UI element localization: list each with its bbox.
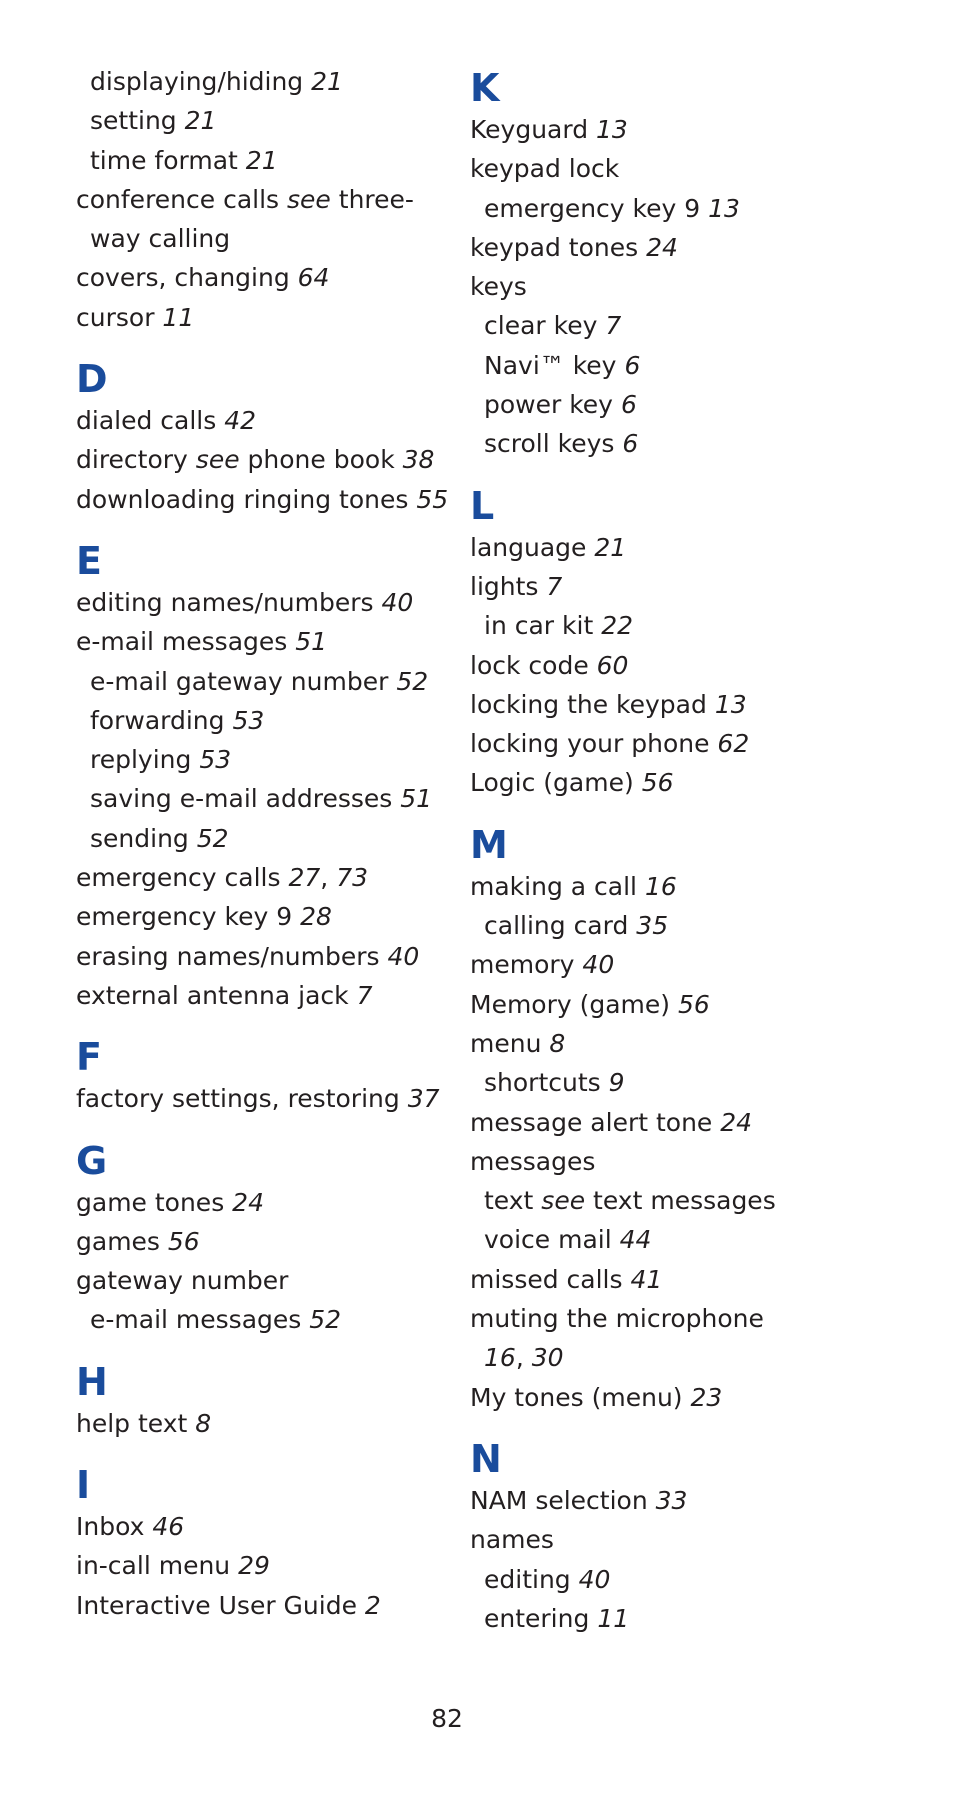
index-entry bbox=[470, 110, 870, 149]
index-page-reference: 6 bbox=[620, 390, 637, 420]
index-page-reference: 53 bbox=[232, 705, 265, 735]
index-entry bbox=[76, 180, 456, 219]
index-entry bbox=[470, 1481, 870, 1520]
index-entry bbox=[76, 740, 456, 779]
index-entry-term: menu bbox=[470, 1028, 542, 1058]
index-page-reference: 22 bbox=[601, 611, 634, 641]
index-page-reference: 33 bbox=[655, 1485, 688, 1515]
index-entry bbox=[470, 424, 870, 463]
index-entry-term: emergency key 9 bbox=[484, 193, 701, 223]
index-see-target: three- bbox=[338, 184, 414, 214]
index-entry-term: Inbox bbox=[76, 1512, 145, 1542]
index-entry-term: power key bbox=[484, 390, 613, 420]
index-page-reference: 40 bbox=[381, 587, 414, 617]
index-entry bbox=[76, 62, 456, 101]
index-page-reference: 35 bbox=[636, 911, 669, 941]
index-letter-heading-l: L bbox=[470, 483, 495, 528]
index-entry bbox=[470, 306, 870, 345]
index-letter-heading-g: G bbox=[76, 1138, 108, 1183]
index-entry-term: covers, changing bbox=[76, 263, 290, 293]
index-entry-term: time format bbox=[90, 145, 238, 175]
index-page-reference: 8 bbox=[195, 1408, 212, 1438]
index-page-reference: 52 bbox=[396, 666, 429, 696]
index-page-reference: 6 bbox=[622, 429, 639, 459]
index-see-target: text messages bbox=[593, 1186, 776, 1216]
index-entry-term: making a call bbox=[470, 871, 637, 901]
index-page-reference: 64 bbox=[297, 263, 330, 293]
index-entry-term: missed calls bbox=[470, 1264, 623, 1294]
index-entry-term: external antenna jack bbox=[76, 980, 349, 1010]
index-entry-term: factory settings, restoring bbox=[76, 1084, 400, 1114]
index-entry-term: NAM selection bbox=[470, 1485, 648, 1515]
index-entry bbox=[76, 1079, 456, 1118]
index-entry bbox=[76, 976, 456, 1015]
index-page-reference: 11 bbox=[162, 302, 195, 332]
index-entry bbox=[470, 189, 870, 228]
index-entry bbox=[470, 1260, 870, 1299]
index-page-reference: 6 bbox=[624, 350, 641, 380]
index-column-right bbox=[470, 62, 870, 1638]
index-see-reference: see bbox=[195, 445, 240, 475]
index-letter-heading-h: H bbox=[76, 1359, 108, 1404]
index-entry bbox=[470, 567, 870, 606]
index-page-reference: 23 bbox=[690, 1382, 723, 1412]
index-entry bbox=[470, 1378, 870, 1417]
index-entry-term: memory bbox=[470, 950, 575, 980]
index-letter-heading-m: M bbox=[470, 822, 508, 867]
index-page-reference: 24 bbox=[646, 232, 678, 262]
index-entry-term: Navi™ key bbox=[484, 350, 617, 380]
index-page-reference: 7 bbox=[356, 980, 373, 1010]
index-entry bbox=[470, 1560, 870, 1599]
index-entry bbox=[76, 622, 456, 661]
index-entry: emergency calls 27, 73 bbox=[76, 863, 369, 893]
index-entry bbox=[470, 985, 870, 1024]
index-entry-term: calling card bbox=[484, 911, 629, 941]
index-page-reference: 21 bbox=[245, 145, 278, 175]
index-page-reference: 60 bbox=[596, 650, 629, 680]
index-entry bbox=[470, 763, 870, 802]
index-entry-term: replying bbox=[90, 745, 192, 775]
index-entry-term: messages bbox=[470, 1146, 596, 1176]
index-entry-term: language bbox=[470, 532, 587, 562]
index-entry bbox=[470, 228, 870, 267]
index-entry-term: erasing names/numbers bbox=[76, 941, 380, 971]
index-entry-term: scroll keys bbox=[484, 429, 615, 459]
index-entry-term: e-mail messages bbox=[90, 1305, 302, 1335]
index-entry bbox=[76, 1183, 456, 1222]
index-see-reference: see bbox=[287, 184, 331, 214]
index-entry bbox=[470, 1181, 870, 1220]
index-page-reference: 2 bbox=[364, 1590, 381, 1620]
index-entry-term: text bbox=[484, 1186, 534, 1216]
index-entry-term: clear key bbox=[484, 311, 598, 341]
index-entry-term: in-call menu bbox=[76, 1551, 231, 1581]
index-entry bbox=[470, 1024, 870, 1063]
index-entry bbox=[470, 528, 870, 567]
index-entry bbox=[76, 101, 456, 140]
index-entry-term: help text bbox=[76, 1408, 188, 1438]
index-entry-term: keys bbox=[470, 272, 527, 302]
index-entry bbox=[76, 219, 456, 258]
index-page-reference: 38 bbox=[402, 445, 435, 475]
index-entry-term: directory bbox=[76, 445, 188, 475]
index-column-left bbox=[76, 62, 456, 1625]
index-page-reference: 16 bbox=[484, 1343, 516, 1373]
index-entry bbox=[76, 662, 456, 701]
index-entry bbox=[76, 1300, 456, 1339]
index-page-reference: 53 bbox=[199, 745, 232, 775]
index-entry-term: saving e-mail addresses bbox=[90, 784, 393, 814]
index-letter-heading-f: F bbox=[76, 1035, 102, 1080]
index-entry-term: lights bbox=[470, 571, 539, 601]
index-entry-term: keypad tones bbox=[470, 232, 639, 262]
index-page-reference: 52 bbox=[309, 1305, 342, 1335]
index-entry bbox=[76, 897, 456, 936]
index-entry-term: locking the keypad bbox=[470, 689, 707, 719]
index-entry bbox=[76, 401, 456, 440]
index-entry bbox=[76, 141, 456, 180]
index-entry bbox=[470, 945, 870, 984]
index-entry bbox=[76, 1586, 456, 1625]
index-entry bbox=[470, 685, 870, 724]
index-entry-term: games bbox=[76, 1226, 160, 1256]
index-entry-term: keypad lock bbox=[470, 154, 620, 184]
index-entry bbox=[76, 258, 456, 297]
index-page-reference: 21 bbox=[594, 532, 627, 562]
index-entry-term: forwarding bbox=[90, 705, 225, 735]
index-entry bbox=[76, 1546, 456, 1585]
index-entry-term: editing names/numbers bbox=[76, 587, 374, 617]
index-page-reference: 29 bbox=[238, 1551, 270, 1581]
index-page-reference: 11 bbox=[597, 1603, 630, 1633]
index-see-target: phone book bbox=[247, 445, 395, 475]
index-page-reference: 62 bbox=[717, 729, 750, 759]
index-entry-term: conference calls bbox=[76, 184, 280, 214]
index-page-reference: 73 bbox=[336, 863, 369, 893]
index-entry-term: voice mail bbox=[484, 1225, 612, 1255]
index-page-reference: 56 bbox=[678, 989, 710, 1019]
index-entry bbox=[76, 583, 456, 622]
index-entry bbox=[76, 779, 456, 818]
index-entry bbox=[470, 1220, 870, 1259]
index-page-reference: 37 bbox=[407, 1084, 440, 1114]
index-entry-term: names bbox=[470, 1525, 554, 1555]
index-page-reference: 8 bbox=[549, 1028, 566, 1058]
index-entry bbox=[76, 819, 456, 858]
index-entry bbox=[470, 1142, 870, 1181]
index-page-reference: 41 bbox=[630, 1264, 663, 1294]
index-entry bbox=[76, 701, 456, 740]
index-page-reference: 30 bbox=[531, 1343, 564, 1373]
index-entry bbox=[470, 1103, 870, 1142]
index-entry-term: cursor bbox=[76, 302, 155, 332]
index-entry-term: sending bbox=[90, 823, 189, 853]
index-page-reference: 56 bbox=[641, 768, 674, 798]
index-entry bbox=[76, 480, 456, 519]
index-page-reference: 16 bbox=[644, 871, 677, 901]
index-entry bbox=[470, 646, 870, 685]
index-page-reference: 52 bbox=[196, 823, 229, 853]
index-letter-heading-i: I bbox=[76, 1463, 91, 1508]
index-page-reference: 7 bbox=[546, 571, 563, 601]
index-entry-term: displaying/hiding bbox=[90, 67, 304, 96]
index-entry-term: setting bbox=[90, 106, 177, 136]
index-entry-term: Interactive User Guide bbox=[76, 1590, 357, 1620]
index-entry bbox=[470, 724, 870, 763]
index-entry bbox=[470, 606, 870, 645]
index-page-reference: 13 bbox=[596, 115, 628, 144]
index-entry bbox=[470, 267, 870, 306]
index-letter-heading-k: K bbox=[470, 66, 500, 110]
index-entry-term: e-mail gateway number bbox=[90, 666, 389, 696]
index-entry-term: locking your phone bbox=[470, 729, 710, 759]
index-page-reference: 9 bbox=[608, 1068, 625, 1098]
index-entry bbox=[470, 906, 870, 945]
index-page-reference: 56 bbox=[167, 1226, 200, 1256]
index-letter-heading-d: D bbox=[76, 357, 108, 402]
index-entry bbox=[76, 1404, 456, 1443]
index-entry-term: emergency calls bbox=[76, 863, 281, 893]
index-entry-term: way calling bbox=[90, 224, 231, 254]
index-page-reference: 13 bbox=[708, 193, 740, 223]
index-page-reference: 51 bbox=[295, 627, 328, 657]
index-entry-term: gateway number bbox=[76, 1266, 289, 1296]
index-page-reference: 46 bbox=[152, 1512, 185, 1542]
index-entry bbox=[76, 1507, 456, 1546]
index-page-reference: 44 bbox=[619, 1225, 652, 1255]
index-entry bbox=[470, 1520, 870, 1559]
index-entry-term: dialed calls bbox=[76, 406, 217, 436]
index-page-reference: 7 bbox=[605, 311, 622, 341]
index-page-reference: 28 bbox=[300, 902, 332, 932]
index-entry bbox=[470, 1063, 870, 1102]
index-entry-term: Memory (game) bbox=[470, 989, 671, 1019]
index-page-reference: 42 bbox=[224, 406, 257, 436]
index-entry bbox=[470, 1599, 870, 1638]
index-entry bbox=[470, 385, 870, 424]
index-letter-heading-n: N bbox=[470, 1436, 502, 1481]
index-entry bbox=[76, 440, 456, 479]
page-number: 82 bbox=[431, 1704, 463, 1733]
index-page-reference: 24 bbox=[720, 1107, 753, 1137]
index-entry bbox=[470, 346, 870, 385]
index-page-reference: 27 bbox=[288, 863, 321, 893]
index-entry-term: emergency key 9 bbox=[76, 902, 293, 932]
index-entry: 16, 30 bbox=[484, 1343, 564, 1373]
index-entry-term: downloading ringing tones bbox=[76, 484, 409, 514]
index-entry-term: lock code bbox=[470, 650, 589, 680]
index-entry bbox=[470, 867, 870, 906]
index-page-reference: 51 bbox=[400, 784, 433, 814]
index-page-reference: 40 bbox=[578, 1564, 611, 1594]
index-entry-term: muting the microphone bbox=[470, 1304, 764, 1334]
index-entry bbox=[470, 1299, 870, 1338]
index-see-reference: see bbox=[541, 1186, 586, 1216]
index-entry bbox=[76, 937, 456, 976]
index-entry bbox=[76, 1222, 456, 1261]
index-entry bbox=[470, 149, 870, 188]
index-page-reference: 21 bbox=[184, 106, 217, 136]
index-entry-term: game tones bbox=[76, 1187, 225, 1217]
index-page-reference: 13 bbox=[714, 689, 747, 719]
index-letter-heading-e: E bbox=[76, 538, 102, 583]
index-page-reference: 40 bbox=[582, 950, 615, 980]
index-page-reference: 40 bbox=[387, 941, 420, 971]
index-page-reference: 55 bbox=[416, 484, 449, 514]
index-page-reference: 21 bbox=[311, 67, 343, 96]
index-entry-term: message alert tone bbox=[470, 1107, 713, 1137]
index-entry bbox=[76, 298, 456, 337]
index-entry-term: shortcuts bbox=[484, 1068, 601, 1098]
index-entry-term: Keyguard bbox=[470, 115, 589, 144]
index-entry bbox=[76, 1261, 456, 1300]
index-entry-term: e-mail messages bbox=[76, 627, 288, 657]
index-entry-term: in car kit bbox=[484, 611, 594, 641]
index-entry-term: entering bbox=[484, 1603, 590, 1633]
index-entry-term: Logic (game) bbox=[470, 768, 634, 798]
index-entry-term: editing bbox=[484, 1564, 571, 1594]
index-entry-term: My tones (menu) bbox=[470, 1382, 683, 1412]
index-page-reference: 24 bbox=[232, 1187, 264, 1217]
